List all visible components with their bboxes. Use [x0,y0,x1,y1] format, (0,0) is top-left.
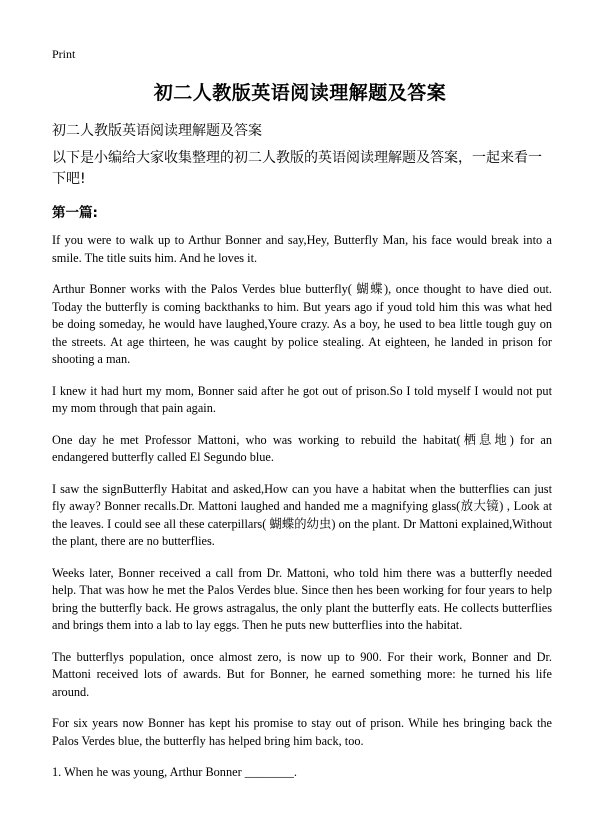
page-subtitle: 初二人教版英语阅读理解题及答案 [52,123,262,139]
article-paragraph: The butterflys population, once almost zero, is now up to 900. For their work, Bonner and Dr. Mattoni received lots of awards. But for Bonner, he earned something more: he turned his life around. [52,649,552,699]
article-paragraph: If you were to walk up to Arthur Bonner and say,Hey, Butterfly Man, his face would break into a smile. The title suits him. And he loves it. [52,233,552,265]
section-heading: 第一篇: [52,205,98,221]
question-1: 1. When he was young, Arthur Bonner ________. [52,765,297,779]
article-paragraph: I saw the signButterfly Habitat and asked,How can you have a habitat when the butterflies can just fly away? Bonner recalls.Dr. Mattoni laughed and handed me a magnifying glass(放大镜) , Look at the leaves. I could see all these caterpillars( 蝴蝶的幼虫) on the plant. Dr Mattoni explained,Without the plant, there are no butterflies. [52,481,552,548]
intro-text: 以下是小编给大家收集整理的初二人教版的英语阅读理解题及答案，一起来看一下吧! [52,150,542,187]
article-paragraph: I knew it had hurt my mom, Bonner said after he got out of prison.So I told myself I would not put my mom through that pain again. [52,383,552,415]
page-title: 初二人教版英语阅读理解题及答案 [153,82,447,104]
article-body [52,232,552,796]
article-paragraph: Weeks later, Bonner received a call from Dr. Mattoni, who told him there was a butterfly needed help. That was how he met the Palos Verdes blue. Since then hes been working for four years to help bring the butterfly back. He grows astragalus, the only plant the butterfly eats. He collects butterflies and brings them into a lab to lay eggs. Then he puts new butterflies into the habitat. [52,565,552,632]
article-paragraph: For six years now Bonner has kept his promise to stay out of prison. While hes bringing back the Palos Verdes blue, the butterfly has helped bring him back, too. [52,716,552,748]
print-link[interactable]: Print [52,47,76,61]
article-paragraph: Arthur Bonner works with the Palos Verdes blue butterfly( 蝴蝶), once thought to have died out. Today the butterfly is coming backthanks to him. But years ago if youd told him this was what hed be doing someday, he would have laughed,Youre crazy. As a boy, he used to bea little tough guy on the streets. At age thirteen, he was caught by police stealing. At eighteen, he landed in prison for shooting a man. [52,282,552,366]
article-paragraph: One day he met Professor Mattoni, who was working to rebuild the habitat(栖息地) for an endangered butterfly called El Segundo blue. [52,432,552,464]
